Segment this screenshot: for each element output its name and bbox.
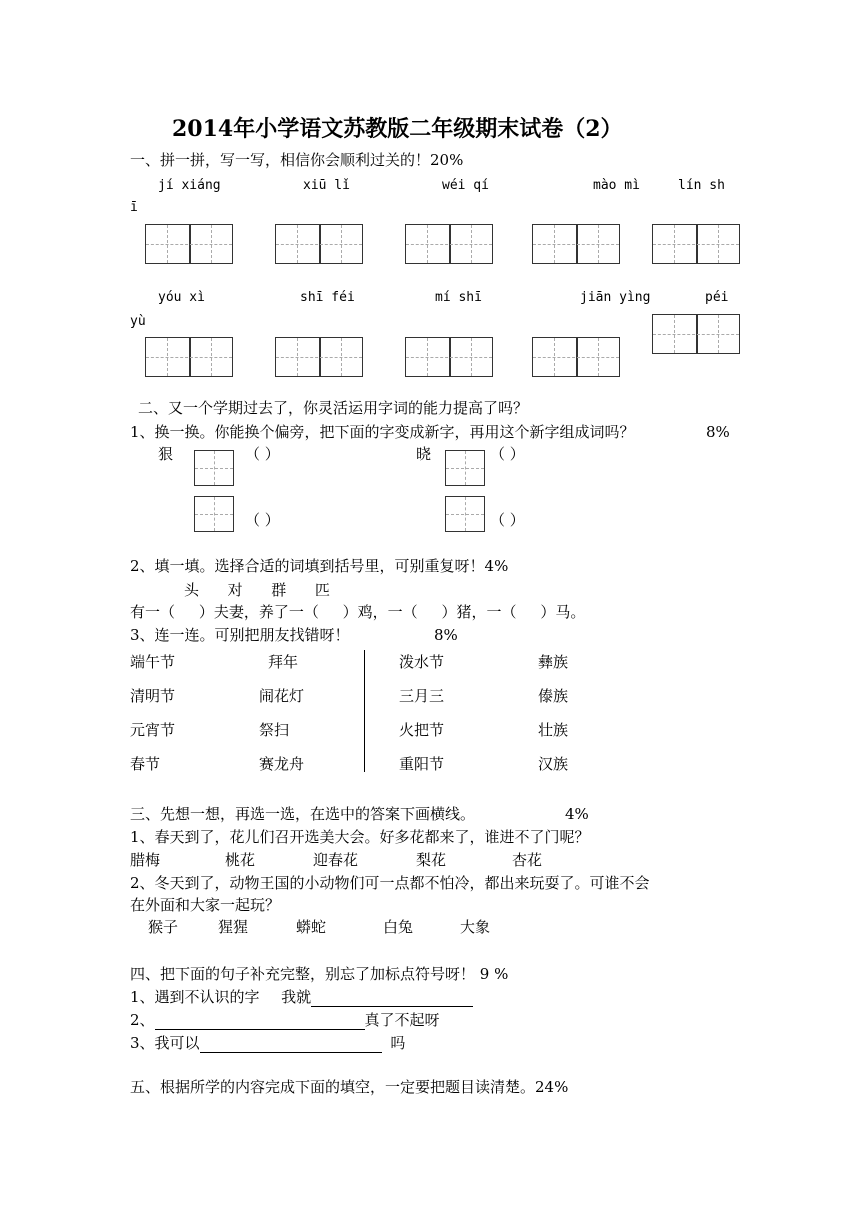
pinyin-peiyu: péi	[705, 290, 729, 305]
match-left-festival[interactable]: 端午节	[130, 653, 176, 671]
writing-box[interactable]	[145, 224, 233, 264]
match-left-festival[interactable]: 清明节	[130, 687, 176, 705]
match-left-festival[interactable]: 春节	[130, 755, 161, 773]
option[interactable]: 梨花	[416, 851, 447, 869]
match-left-festival[interactable]: 元宵节	[130, 721, 176, 739]
char-box[interactable]	[445, 450, 485, 486]
option[interactable]: 白兔	[383, 918, 414, 936]
word-choices: 头 对 群 匹	[184, 581, 330, 599]
option[interactable]: 大象	[460, 918, 491, 936]
pinyin-xiuli: xiū lǐ	[303, 178, 350, 193]
section-3-score: 4%	[565, 805, 589, 823]
source-char-hen: 狠	[158, 445, 174, 463]
option[interactable]: 杏花	[512, 851, 543, 869]
writing-box[interactable]	[275, 337, 363, 377]
char-box[interactable]	[194, 496, 234, 532]
answer-line[interactable]	[155, 1013, 365, 1030]
match-left-custom[interactable]: 赛龙舟	[259, 755, 305, 773]
option[interactable]: 迎春花	[313, 851, 359, 869]
pinyin-jianying: jiān yìng	[580, 290, 651, 305]
pinyin-maomi: mào mì	[593, 178, 640, 193]
sentence-1-mid: 我就	[281, 988, 312, 1006]
pinyin-wrap: ī	[130, 200, 138, 215]
writing-box[interactable]	[405, 224, 493, 264]
match-right-ethnic[interactable]: 汉族	[538, 755, 569, 773]
fill-sentence: 有一（ ）夫妻，养了一（ ）鸡，一（ ）猪，一（ ）马。	[130, 603, 586, 621]
match-right-festival[interactable]: 重阳节	[399, 755, 445, 773]
answer-paren: （ ）	[245, 511, 280, 529]
answer-paren: （ ）	[490, 511, 525, 529]
match-left-custom[interactable]: 拜年	[268, 653, 299, 671]
option[interactable]: 腊梅	[130, 851, 161, 869]
question-3-2-cont: 在外面和大家一起玩？	[130, 896, 281, 914]
question-2-2: 2、填一填。选择合适的词填到括号里，可别重复呀！4%	[130, 557, 509, 575]
option[interactable]: 蟒蛇	[296, 918, 327, 936]
option[interactable]: 猩猩	[218, 918, 249, 936]
match-left-custom[interactable]: 祭扫	[259, 721, 290, 739]
source-char-xiao: 晓	[416, 445, 432, 463]
sentence-1	[130, 987, 473, 1007]
sentence-3-end: 吗	[390, 1034, 406, 1052]
pinyin-weiqi: wéi qí	[442, 178, 489, 193]
option[interactable]: 猴子	[148, 918, 179, 936]
sentence-2-start: 2、	[130, 1011, 155, 1029]
match-right-festival[interactable]: 三月三	[399, 687, 445, 705]
divider	[364, 650, 365, 772]
match-right-ethnic[interactable]: 壮族	[538, 721, 569, 739]
sentence-3-start: 3、我可以	[130, 1034, 200, 1052]
char-box[interactable]	[194, 450, 234, 486]
answer-paren: （ ）	[490, 445, 525, 463]
pinyin-youxi: yóu xì	[158, 290, 205, 305]
question-2-3: 3、连一连。可别把朋友找错呀！	[130, 626, 350, 644]
match-right-festival[interactable]: 泼水节	[399, 653, 445, 671]
sentence-2-end: 真了不起呀	[364, 1011, 440, 1029]
section-2-heading: 二、又一个学期过去了，你灵活运用字词的能力提高了吗？	[138, 399, 529, 417]
question-2-3-score: 8%	[434, 626, 458, 644]
sentence-2	[130, 1010, 440, 1030]
question-3-2: 2、冬天到了，动物王国的小动物们可一点都不怕冷，都出来玩耍了。可谁不会	[130, 874, 650, 892]
writing-box[interactable]	[532, 337, 620, 377]
match-right-ethnic[interactable]: 彝族	[538, 653, 569, 671]
pinyin-jixiang: jí xiáng	[158, 178, 221, 193]
pinyin-mishi: mí shī	[435, 290, 482, 305]
pinyin-wrap: yù	[130, 314, 146, 329]
question-2-1: 1、换一换。你能换个偏旁，把下面的字变成新字，再用这个新字组成词吗？	[130, 423, 635, 441]
sentence-1-start: 1、遇到不认识的字	[130, 988, 260, 1006]
pinyin-linshi: lín sh	[678, 178, 725, 193]
writing-box[interactable]	[532, 224, 620, 264]
page-title: 2014年小学语文苏教版二年级期末试卷（2）	[172, 116, 623, 142]
question-2-1-score: 8%	[706, 423, 730, 441]
section-3-heading: 三、先想一想，再选一选，在选中的答案下画横线。	[130, 805, 476, 823]
question-3-1: 1、春天到了，花儿们召开选美大会。好多花都来了，谁进不了门呢？	[130, 828, 590, 846]
section-4-heading: 四、把下面的句子补充完整，别忘了加标点符号呀！ 9 %	[130, 965, 509, 983]
char-box[interactable]	[445, 496, 485, 532]
answer-paren: （ ）	[245, 445, 280, 463]
answer-line[interactable]	[311, 990, 473, 1007]
option[interactable]: 桃花	[225, 851, 256, 869]
match-left-custom[interactable]: 闹花灯	[259, 687, 305, 705]
section-5-heading: 五、根据所学的内容完成下面的填空，一定要把题目读清楚。24%	[130, 1078, 569, 1096]
match-right-ethnic[interactable]: 傣族	[538, 687, 569, 705]
match-right-festival[interactable]: 火把节	[399, 721, 445, 739]
pinyin-shifei: shī féi	[300, 290, 355, 305]
writing-box[interactable]	[405, 337, 493, 377]
writing-box[interactable]	[145, 337, 233, 377]
sentence-3	[130, 1033, 405, 1053]
section-1-heading: 一、拼一拼，写一写，相信你会顺利过关的！20%	[130, 151, 464, 169]
writing-box[interactable]	[652, 314, 740, 354]
answer-line[interactable]	[200, 1036, 382, 1053]
writing-box[interactable]	[275, 224, 363, 264]
writing-box[interactable]	[652, 224, 740, 264]
